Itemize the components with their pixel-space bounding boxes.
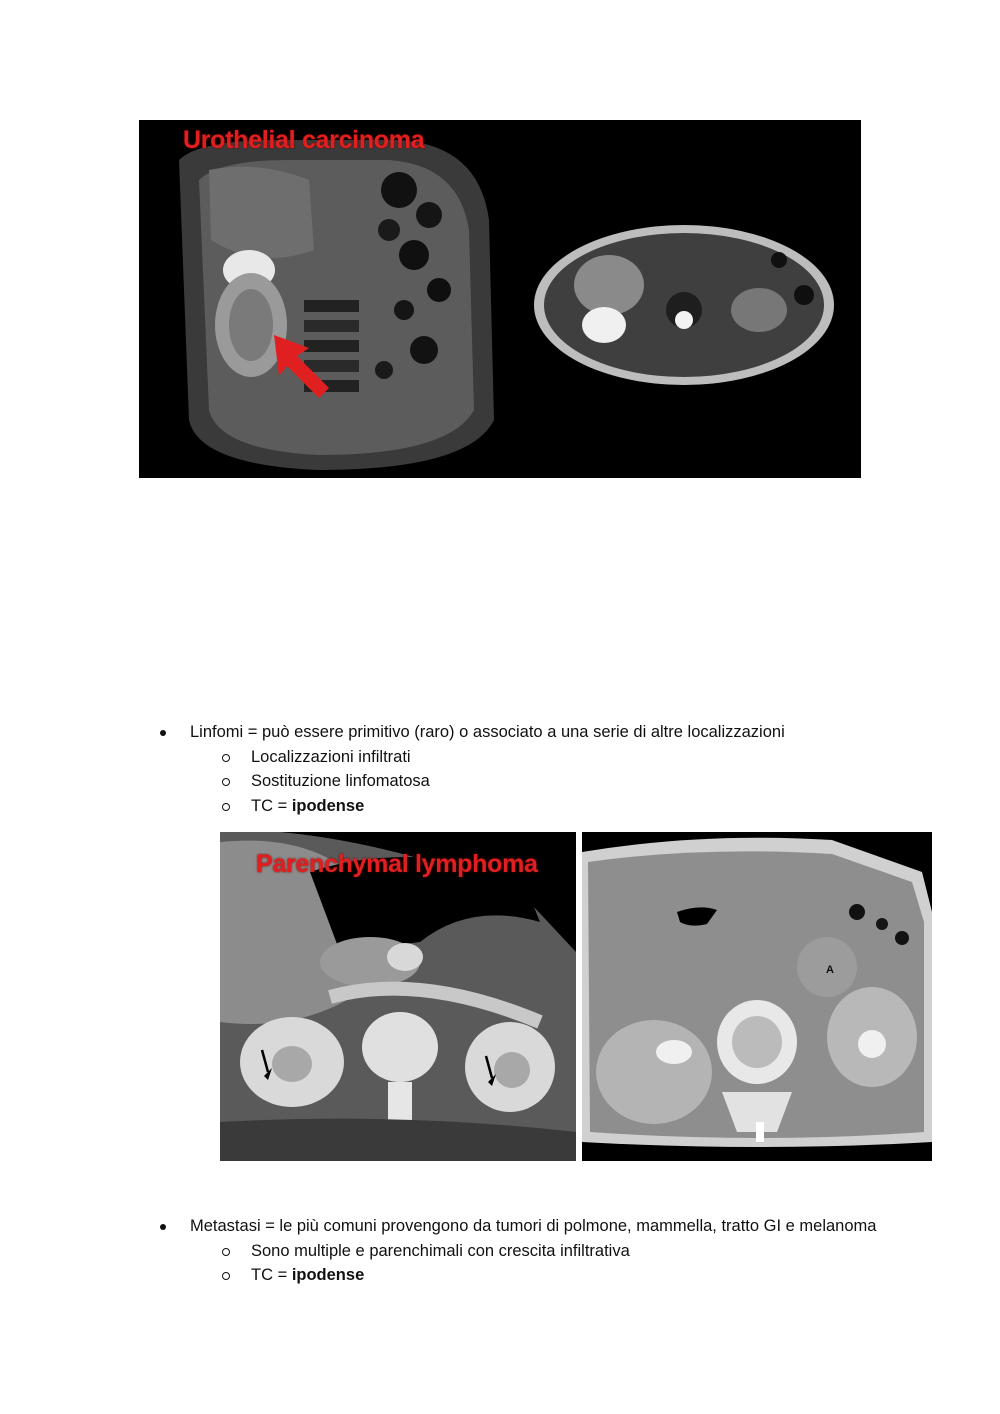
sub-list <box>190 745 785 819</box>
sub-list-item: TC = ipodense <box>158 1263 876 1288</box>
figure-ct-second <box>582 832 932 1161</box>
sub-list <box>190 1239 876 1288</box>
metastasis-list <box>158 1214 876 1288</box>
bullet-icon <box>160 730 166 736</box>
mri-image <box>139 120 861 478</box>
ct-image <box>582 832 932 1161</box>
sub-list-item: Sostituzione linfomatosa <box>158 769 785 794</box>
sub-list-item: Sono multiple e parenchimali con crescita infiltrativa <box>158 1239 876 1264</box>
figure-label: Parenchymal lymphoma <box>256 850 538 878</box>
sub-list-item: TC = ipodense <box>158 794 785 819</box>
circle-bullet-icon <box>222 1248 230 1256</box>
ct-image <box>220 832 576 1161</box>
sub-list-item: Localizzazioni infiltrati <box>158 745 785 770</box>
figure-urothelial-carcinoma <box>139 120 861 478</box>
marker-label: A <box>826 964 834 976</box>
figure-parenchymal-lymphoma <box>220 832 576 1161</box>
figure-label: Urothelial carcinoma <box>183 126 425 154</box>
circle-bullet-icon <box>222 778 230 786</box>
circle-bullet-icon <box>222 754 230 762</box>
circle-bullet-icon <box>222 803 230 811</box>
list-item <box>158 1214 876 1288</box>
lymphoma-list <box>158 720 785 818</box>
list-item <box>158 720 785 818</box>
circle-bullet-icon <box>222 1272 230 1280</box>
bullet-icon <box>160 1224 166 1230</box>
list-item-text: Linfomi = può essere primitivo (raro) o associato a una serie di altre localizzazioni <box>190 723 785 741</box>
list-item-text: Metastasi = le più comuni provengono da tumori di polmone, mammella, tratto GI e melanoma <box>190 1217 877 1235</box>
